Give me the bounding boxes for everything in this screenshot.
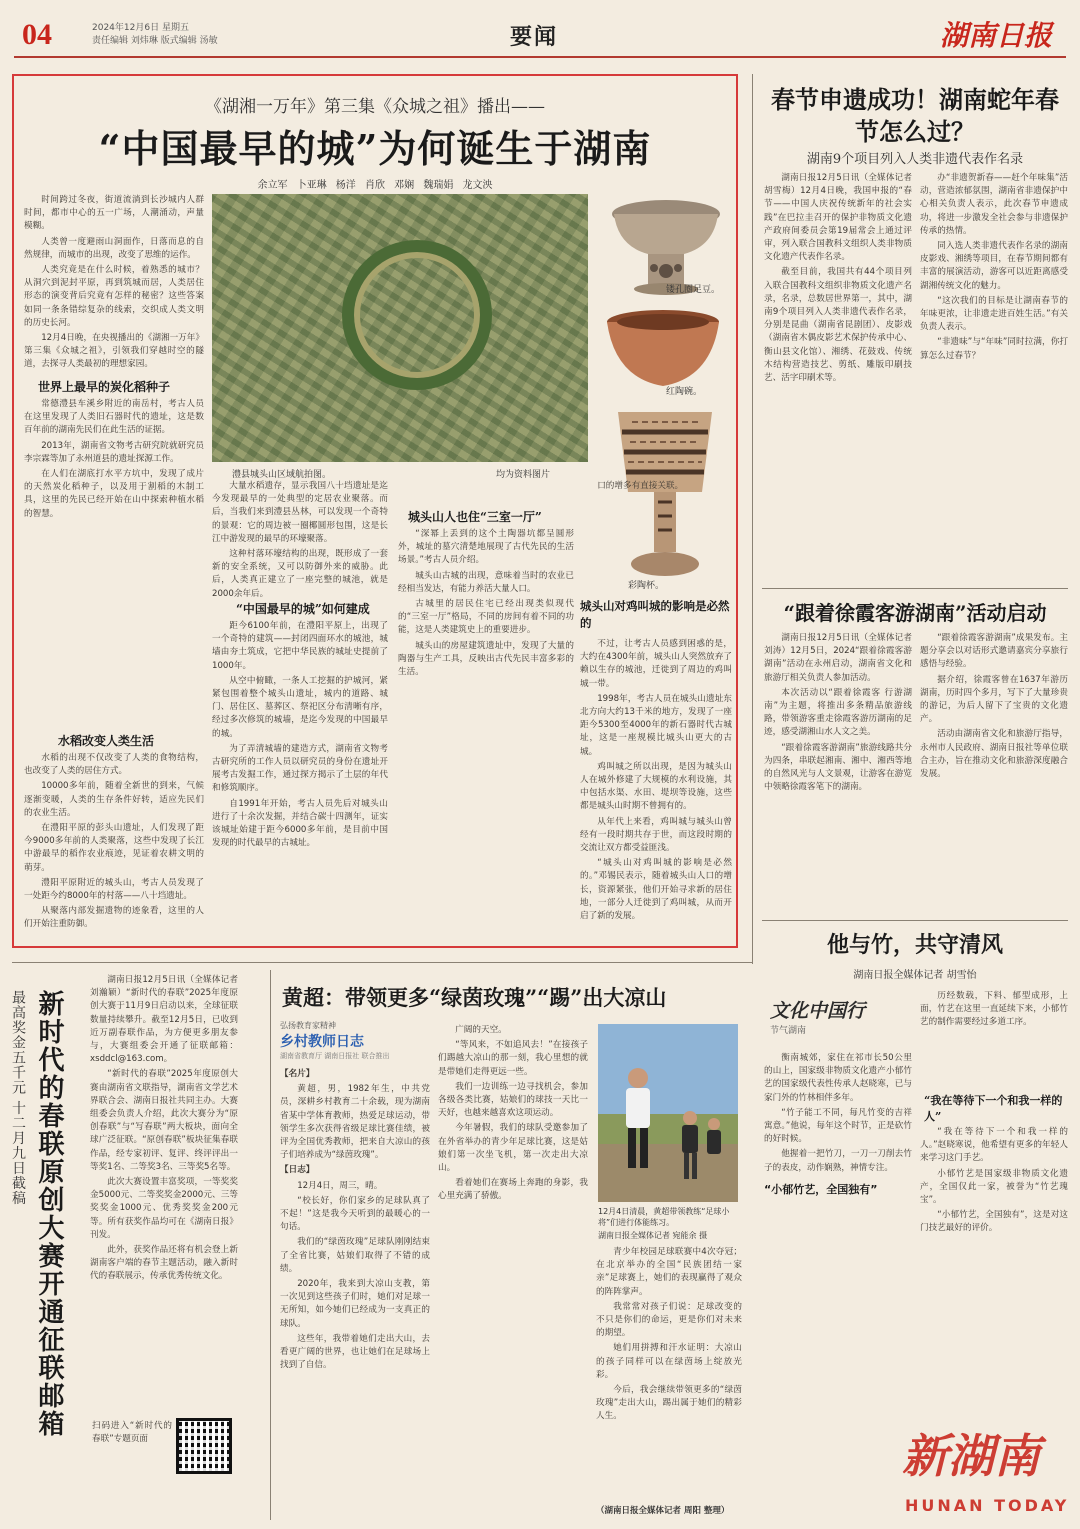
hunan-today-watermark: HUNAN TODAY xyxy=(905,1496,1070,1515)
column-divider xyxy=(270,970,271,1520)
feature-kicker: 《湖湘一万年》第三集《众城之祖》播出—— xyxy=(205,97,545,117)
xu-xiake-column-2: “跟着徐霞客游湖南”成果发布。主题分享会以对话形式邀请嘉宾分享旅行感悟与经验。 据介绍，徐霞客曾在1637年游历湖南，历时四个多月，写下了大量珍贵的游记，为后人留下了宝贵的文化遗产。 活动由湖南省文化和旅游厅指导，永州市人民政府、湖南日报社等单位联合主办，旨在推动文化和旅游深度融合发展。 xyxy=(920,633,1068,780)
culture-china-logo: 文化中国行 节气湖南 xyxy=(770,1000,866,1036)
subheading-rice-life: 水稻改变人类生活 xyxy=(58,734,155,748)
spring-couplet-headline: 新时代的春联原创大赛开通征联邮箱 xyxy=(34,990,64,1438)
page-number: 04 xyxy=(22,18,52,51)
subheading-rice-seeds: 世界上最早的炭化稻种子 xyxy=(38,380,171,394)
subheading-city-built: “中国最早的城”如何建成 xyxy=(236,602,370,616)
feature-column-1-bottom: 水稻的出现不仅改变了人类的食物结构，也改变了人类的居住方式。 10000多年前，随着全新世的到来，气候逐渐变暖，人类的生存条件好转，适应先民们的农业生活。 在澧阳平原的彭头山遗址，人们发现了距今9000多年前的人类聚落，这些中发现了长江中游最早的稻作农业痕迹，见证着农耕文明的萌芽。 澧阳平原附近的城头山，考古人员发现了一处距今约8000年的村落——八十垱遗址。 从聚落内部发掘遗物的迹象看，这里的人们开始注重防御。 xyxy=(24,753,204,930)
xinhunan-watermark: 新湖南 xyxy=(902,1429,1040,1483)
football-photo-credit: 湖南日报全媒体记者 宛能余 摄 xyxy=(598,1231,708,1240)
spring-festival-column-2: 办“非遗贺新春——赶个年味集”活动，营造浓郁氛围，湖南省非遗保护中心相关负责人表示，此次春节申遗成功，将进一步激发全社会参与非遗保护传承的热情。 同入选人类非遗代表作名录的湖南皮影戏、湘绣等项目，在春节期间都有丰富的展演活动，游客可以近距离感受湖湘传统文化的魅力。 “这次我们的目标是让湖南春节的年味更浓，让非遗走进百姓生活。”有关负责人表示。 “非遗味”与“年味”同时拉满，你打算怎么过春节？ xyxy=(920,173,1068,361)
subheading-three-rooms: 城头山人也住“三室一厅” xyxy=(408,510,542,524)
spring-couplet-body: 湖南日报12月5日讯（全媒体记者 刘瀚颖）“新时代的春联”2025年度原创大赛于11月9日启动以来，全球征联数量持续攀升。截至12月5日，已收到近万副春联作品，为方便更多朋友参与，大赛组委会开通了征联邮箱：xsddcl@163.com。 “新时代的春联”2025年度原创大赛由湖南省文联指导，湖南省文学艺术界联合会、湖南日报社共同主办。大赛组委会负责人介绍，此次大赛分为“原创春联”与“写春联”两大板块，面向全球广泛征联。“原创春联”板块征集春联作品，经专家初评、复评、终评评出一等奖1名、二等奖3名、三等奖5名等。 此次大赛设置丰富奖项，一等奖奖金5000元、二等奖奖金2000元、三等奖奖金1000元、优秀奖奖金200元等。所有获奖作品均可在《湖南日报》刊发。 此外，获奖作品还将有机会登上新湖南客户端的春节主题活动，融入新时代的春联展示，传承优秀传统文化。 xyxy=(90,975,238,1282)
feature-column-1-mid: 常德澧县车溪乡附近的南岳村，考古人员在这里发现了人类旧石器时代的遗址，这是数百年前的湖南先民们在此生活的证据。 2013年，湖南省文物考古研究院就研究员李宗霖等加了永州道县的遗址探源工作。 在人们在湖底打水平方坑中，发现了成片的天然炭化稻种子，以及用于割稻的木制工具，这里的先民已经开始在山中探索种植水稻的智慧。 xyxy=(24,399,204,519)
feature-article xyxy=(12,74,738,948)
subheading-jijiaocheng: 城头山对鸡叫城的影响是必然的 xyxy=(580,599,730,630)
bamboo-byline: 湖南日报全媒体记者 胡雪怡 xyxy=(853,970,977,981)
huang-chao-signoff: （湖南日报全媒体记者 周阳 整理） xyxy=(596,1506,730,1516)
feature-byline: 余立军 卜亚琳 杨洋 肖欣 邓娴 魏瑞娟 龙文泱 xyxy=(257,180,493,191)
bamboo-headline: 他与竹，共守清风 xyxy=(826,932,1003,958)
huang-chao-headline: 黄超：带领更多“绿茵玫瑰”“踢”出大凉山 xyxy=(282,985,667,1010)
huang-chao-column-2: 广阔的天空。 “等风来，不如追风去！”在接孩子们踢越大凉山的那一刻，我心里想的就是带她们走得更远一些。 我们一边训练一边寻找机会，参加各级各类比赛，姑娘们的球技一天比一天好，也越来越喜欢这项运动。 今年暑假，我们的球队受邀参加了在外省举办的青少年足球比赛，这是姑娘们第一次坐飞机，第一次走出大凉山。 看着她们在赛场上奔跑的身影，我心里充满了骄傲。 xyxy=(438,1025,588,1202)
huang-chao-column-1: 【名片】 黄超，男，1982年生，中共党员，深耕乡村教育二十余载，现为湖南省某中学体育教师，热爱足球运动，带领学生多次获得省级足球比赛佳绩，被评为全国优秀教师，把来自大凉山的孩子们培养成为“绿茵玫瑰”。 【日志】 12月4日，周三，晴。 “校长好，你们家乡的足球队真了不起！”这是我今天听到的最暖心的一句话。 我们的“绿茵玫瑰”足球队刚刚结束了全省比赛，姑娘们取得了不错的成绩。 2020年，我来到大凉山支教，第一次见到这些孩子们时，她们对足球一无所知，如今她们已经成为一支真正的球队。 这些年，我带着她们走出大山，去看更广阔的世界，也让她们在足球场上找到了自信。 xyxy=(280,1069,430,1371)
football-training-photo xyxy=(598,1024,738,1202)
feature-column-2-top: 大量水稻遗存，显示我国八十垱遗址是迄今发现最早的一处典型的定居农业聚落。而后，当我们来到澧县丛林，可以发现一个奇特的景观：它的周边被一圈椰圆形包围，这是长江中游发现的最早的环壕聚落。 这种村落环壕结构的出现，既形成了一套新的安全系统，又可以防御外来的威胁。此后，人类真正建立了一座完整的城池，就是2000余年后。 xyxy=(212,481,388,599)
feature-column-4-top: 口的增多有直接关联。 xyxy=(597,481,684,491)
feature-column-1-top: 时间跨过冬夜，街道流淌到长沙城内人群时间，都市中心的五一广场，人潮涌动，声量模糊。 人类曾一度避雨山洞面作，日落而息的自然规律，而城市的出现，改变了思维的运作。 人类究竟是在什么时候，着熟悉的城市？从洞穴到泥封平原，再到筑城而居，人类居住形态的演变背后究竟有怎样的秘密？这些答案如同一条条错综复杂的线索，交织成人类文明的历史长河。 12月4日晚，在央视播出的《湖湘一万年》第三集《众城之祖》，引领我们穿越时空的隧道，去探寻人类最初的理想家园。 xyxy=(24,195,204,370)
bamboo-column-2-top: 历经数载，下料、郁型成形，上面，竹艺在这里一直延续下来，小郁竹艺的制作需要经过多道工序。 xyxy=(920,991,1068,1028)
aerial-photo xyxy=(212,194,588,462)
qr-code[interactable] xyxy=(176,1418,232,1474)
column-divider xyxy=(752,74,753,964)
spring-festival-subtitle: 湖南9个项目列入人类非遗代表作名录 xyxy=(806,152,1024,167)
feature-column-2-bottom: 距今6100年前，在澧阳平原上，出现了一个奇特的建筑——封闭四面环水的城池，城墙由夯土筑成，它把中华民族的城址史提前了1000年。 从空中俯瞰，一条人工挖掘的护城河，紧紧包围着整个城头山遗址，城内的道路、城门、居住区、墓葬区、祭祀区分布清晰有序，经过多次修筑的城墙，是迄今发现的中国最早的城。 为了弄清城墙的建造方式，湖南省文物考古研究所的工作人员以研究员的身份在遗址开展考古发掘工作，通过探方揭示了土层的年代和修筑顺序。 自1991年开始，考古人员先后对城头山进行了十余次发掘，并结合碳十四测年，证实该城址始建于距今6000多年前，是目前中国发现的时代最早的古城址。 xyxy=(212,621,388,849)
artifact-caption-3: 彩陶杯。 xyxy=(628,581,665,591)
bamboo-subheading-2: “小郁竹艺，全国独有” xyxy=(764,1182,878,1196)
photo-credit: 均为资料图片 xyxy=(496,470,551,480)
xu-xiake-column-1: 湖南日报12月5日讯（全媒体记者 刘涛）12月5日，2024“跟着徐霞客游湖南”活动在永州启动，湖南省文化和旅游厅相关负责人参加活动。 本次活动以“跟着徐霞客 行游湖南”为主题，将推出多条精品旅游线路，带领游客重走徐霞客游历湖南的足迹，感受湖湘山水人文之美。 “跟着徐霞客游湖南”旅游线路共分为四条，串联起湘南、湘中、湘西等地的自然风光与人文景观，让游客在游览中领略徐霞客笔下的湖南。 xyxy=(764,633,912,793)
ancient-city-moat xyxy=(342,240,492,390)
feature-headline: “中国最早的城”为何诞生于湖南 xyxy=(98,126,652,171)
header-rule xyxy=(14,56,1066,58)
rural-teacher-diary-logo: 弘扬教育家精神 乡村教师日志 湖南省教育厅 湖南日报社 联合推出 xyxy=(280,1021,390,1060)
aerial-photo-caption: 澧县城头山区域航拍图。 xyxy=(232,470,332,480)
artifact-caption-1: 镂孔圈足豆。 xyxy=(666,285,721,295)
football-photo-caption: 12月4日清晨，黄超带领教练“足球小将”们进行体能练习。 xyxy=(598,1207,730,1227)
pottery-dou-image xyxy=(608,196,723,296)
spring-festival-headline: 春节申遗成功！湖南蛇年春节怎么过？ xyxy=(771,85,1059,146)
section-divider xyxy=(762,588,1068,589)
spring-couplet-deck: 最高奖金五千元 十二月九日截稿 xyxy=(10,990,26,1206)
huang-chao-column-3: 青少年校园足球联赛中4次夺冠；在北京举办的全国“民族团结一家亲”足球赛上，她们的表现赢得了观众的阵阵掌声。 我常常对孩子们说：足球改变的不只是你们的命运，更是你们对未来的期望。 她们用拼搏和汗水证明：大凉山的孩子同样可以在绿茵场上绽放光彩。 今后，我会继续带领更多的“绿茵玫瑰”走出大山，踢出属于她们的精彩人生。 xyxy=(596,1247,742,1422)
xu-xiake-headline: “跟着徐霞客游湖南”活动启动 xyxy=(783,601,1047,625)
feature-column-4: 不过，让考古人员感到困惑的是，大约在4300年前，城头山人突然放弃了赖以生存的城池，迁徙到了周边的鸡叫城一带。 1998年，考古人员在城头山遗址东北方向大约13千米的地方，发现了一座距今5300至4000年的新石器时代古城址，这是一座规模比城头山更大的古城。 鸡叫城之所以出现，是因为城头山人在城外修建了大规模的水利设施，其中包括水渠、水田、堤坝等设施，这些都是城头山时期不曾拥有的。 从年代上来看，鸡叫城与城头山曾经有一段时期共存于世，而这段时期的交流让双方都受益匪浅。 “城头山对鸡叫城的影响是必然的。”邓锡民表示，随着城头山人口的增长，资源紧张，他们开始寻求新的居住地，一部分人迁徙到了鸡叫城，从而开启了新的发展。 xyxy=(580,639,732,922)
feature-column-3: “深幂上丢到的这个土陶器坑都呈圆形外，城址的墓穴清楚地展现了古代先民的生活场景。”考古人员介绍。 城头山古城的出现，意味着当时的农业已经相当发达，有能力养活大量人口。 古城里的居民住宅已经出现类似现代的“三室一厅”格局，不同的房间有着不同的功能，这是人类建筑史上的重要进步。 城头山的房屋建筑遗址中，发现了大量的陶器与生产工具，反映出古代先民丰富多彩的生活。 xyxy=(398,529,574,678)
section-title: 要闻 xyxy=(510,24,559,50)
qr-caption: 扫码进入“新时代的春联”专题页面 xyxy=(92,1421,172,1445)
runners-illustration xyxy=(598,1024,738,1202)
section-divider xyxy=(762,920,1068,921)
red-bowl-image xyxy=(603,306,723,396)
artifact-caption-2: 红陶碗。 xyxy=(666,387,703,397)
date-line: 2024年12月6日 星期五 责任编辑 刘炜琳 版式编辑 汤敏 xyxy=(92,23,218,46)
section-divider xyxy=(12,962,752,963)
bamboo-subheading-1: “我在等待下一个和我一样的人” xyxy=(924,1094,1063,1123)
spring-festival-column-1: 湖南日报12月5日讯（全媒体记者 胡雪梅）12月4日晚，我国申报的“春节——中国人庆祝传统新年的社会实践”在巴拉圭召开的保护非物质文化遗产政府间委员会第19届常会上通过评审，列入联合国教科文组织人类非物质文化遗产代表作名录。 截至目前，我国共有44个项目列入联合国教科文组织非物质文化遗产名录，名录，总数居世界第一，其中，湖南9个项目列入人类非遗代表作名录，分别是昆曲（湖南省昆剧团）、皮影戏（湖南省木偶皮影艺术保护传承中心、衡山县文化馆）、湘绣、花鼓戏、传统木结构营造技艺、剪纸、雕版印刷技艺、活字印刷术等。 xyxy=(764,173,912,384)
masthead-logo: 湖南日报 xyxy=(940,19,1053,52)
bamboo-column-1: 衡南城郊，家住在祁市长50公里的山上，国家级非物质文化遗产小郁竹艺的国家级代表性传承人赵晓寒，已与家门外的竹林相伴多年。 “竹子能工不同，每凡竹变的吉祥寓意。”他说，每年这个时节，正是砍竹的好时候。 他握着一把竹刀，一刀一刀削去竹子的表皮，动作娴熟，神情专注。 “小郁竹艺，全国独有” xyxy=(764,1053,912,1196)
bamboo-column-2: “我在等待下一个和我一样的人。”赵晓寒说，他希望有更多的年轻人来学习这门手艺。 小郁竹艺是国家级非物质文化遗产，全国仅此一家，被誉为“竹艺瑰宝”。 “小郁竹艺，全国独有”，这是对这门技艺最好的评价。 xyxy=(920,1127,1068,1234)
page-header xyxy=(0,0,1080,60)
